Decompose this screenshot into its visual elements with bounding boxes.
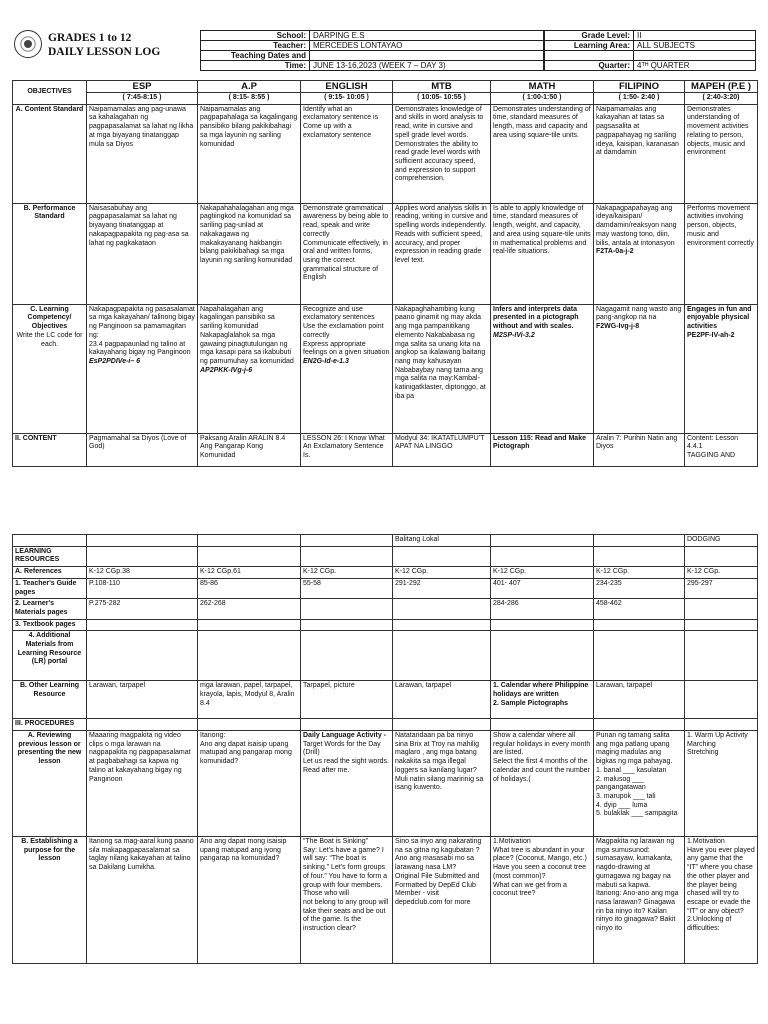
reviewing-cell: Natatandaan pa ba ninyo sina Brix at Troy na mahilig maglaro , ang mga batang nakakita sa mga illegal loggers sa kanilang lugar? Muli natin silang maririnig sa isang kuwento. xyxy=(393,731,491,837)
empty-cell xyxy=(198,631,301,681)
content-cell: LESSON 26: I Know What An Exclamatory Sentence Is. xyxy=(301,433,393,466)
empty-cell xyxy=(491,719,594,731)
content-label: II. CONTENT xyxy=(13,433,87,466)
purpose-label: B. Establishing a purpose for the lesson xyxy=(13,837,87,964)
competency-cell xyxy=(301,304,393,433)
objectives-table xyxy=(12,80,758,467)
performance-standard-text: Nakapagpapahayag ang ideya/kaisipan/ damdamin/reaksyon nang may wastong tono, diin, bilis, antala at intonasyon xyxy=(596,204,677,247)
tg-cell: 401- 407 xyxy=(491,578,594,598)
grade-level-label: Grade Level: xyxy=(545,31,634,41)
reviewing-cell: 1. Warm Up Activity Marching Stretching xyxy=(685,731,758,837)
content-cell: Lesson 115: Read and Make Pictograph xyxy=(491,433,594,466)
time-ap: ( 8:15- 8:55 ) xyxy=(198,93,301,105)
performance-standard-cell: Applies word analysis skills in reading, writing in cursive and spelling words independently. Reads with sufficient speed, accuracy, and proper expression in reading grade level text. xyxy=(393,203,491,304)
competency-sublabel: Write the LC code for each. xyxy=(16,331,83,348)
empty-cell xyxy=(393,631,491,681)
subject-esp: ESP xyxy=(87,81,198,93)
time-english: ( 9:15- 10:05 ) xyxy=(301,93,393,105)
lc-code: EsP2PDIVe-i– 6 xyxy=(89,357,141,365)
competency-cell xyxy=(685,304,758,433)
deped-seal-icon xyxy=(14,30,42,58)
school-value: DARPING E.S xyxy=(310,31,544,41)
empty-cell xyxy=(393,619,491,631)
empty-cell xyxy=(87,546,198,566)
school-label: School: xyxy=(201,31,310,41)
content-cell: Pagmamahal sa Diyos (Love of God) xyxy=(87,433,198,466)
purpose-cell: 1.Motivation Have you ever played any game that the “IT” where you chase the other player and the player being chased will try to escape or evade the “IT” or any object? 2.Unlocking of difficulties: xyxy=(685,837,758,964)
purpose-cell: Itanong sa mag-aaral kung paano sila makapagpapasalamat sa taglay nilang kakayahan at talino sa Dakilang Lumikha. xyxy=(87,837,198,964)
teacher-label: Teacher: xyxy=(201,41,310,51)
performance-standard-cell: Nakapahahalagahan ang mga pagtiingkod na komunidad sa sariling pag-unlad at nakakagawa ng makakayanang hakbangin bilang pakikibahagi sa mga layunin ng sariling komunidad xyxy=(198,203,301,304)
daily-language-activity-label: Daily Language Activity - xyxy=(303,732,386,740)
continued-label-cell xyxy=(13,535,87,547)
content-continued-cell: DODGING xyxy=(685,535,758,547)
purpose-cell: Magpakita ng larawan ng mga sumusunod: sumasayaw, kumakanta, nagdo-drawing at gumagawa ng bagay na mabuti sa kapwa. Itanong: Ano-ano ang mga nasa larawan? Ginagawa rin ba ninyo ito? Kailan ninyo ito ginagawa? Bakit ninyo ito xyxy=(594,837,685,964)
tg-cell: 234-235 xyxy=(594,578,685,598)
competency-cell xyxy=(491,304,594,433)
empty-cell xyxy=(87,719,198,731)
empty-cell xyxy=(594,719,685,731)
empty-cell xyxy=(393,546,491,566)
empty-cell xyxy=(198,719,301,731)
reviewing-cell: Maaaring magpakita ng video clips o mga larawan na nagpapakita ng pagpapasalamat at pagbabahagi sa kapwa ng talino at kakayahang bigay ng Panginoon xyxy=(87,731,198,837)
competency-cell xyxy=(198,304,301,433)
content-continued-cell xyxy=(198,535,301,547)
content-standard-cell: Identify what an exclamatory sentence is Come up with a exclamatory sentence xyxy=(301,104,393,203)
content-continued-cell xyxy=(301,535,393,547)
blank-value xyxy=(634,51,756,61)
empty-cell xyxy=(301,619,393,631)
tg-cell: 295-297 xyxy=(685,578,758,598)
competency-text: Nakapaghahambing kung paano ginamit ng may akda ang mga pampanitikang elemento Nakababasa ng mga salita sa unang kita na angkop sa ikalawang baitang nang may kahusayan Nababaybay nang tama ang mga salita na may:Kambal-katinigatklaster, diptonggo, at iba pa xyxy=(395,305,486,400)
reviewing-cell: Punan ng tamang salita ang mga patlang upang maging madulas ang bigkas ng mga pahayag. 1. banal ___ kasulatan 2. malusog ___ pangangatawan 3. marupok ___ tali 4. dyip ___ luma 5. bulaklak ___ sampagita xyxy=(594,731,685,837)
empty-cell xyxy=(685,631,758,681)
lm-cell: 284-286 xyxy=(491,599,594,619)
subject-ap: A.P xyxy=(198,81,301,93)
purpose-cell: “The Boat is Sinking” Say: Let’s have a game? I will say: “The boat is sinking.” Let’s form groups of four.” You have to form a group with four members. Those who will not belong to any group will take their seats and be out of the game. Is the instruction clear? xyxy=(301,837,393,964)
empty-cell xyxy=(685,546,758,566)
other-resource-cell: mga larawan, papel, tarpapel, krayola, lapis, Modyul 8, Aralin 8.4 xyxy=(198,681,301,719)
other-resource-cell: 1. Calendar where Philippine holidays are written 2. Sample Pictographs xyxy=(491,681,594,719)
content-standard-cell: Naipamamalas ang pag-unawa sa kahalagahan ng pagpapasalamat sa lahat ng likha at mga biyayang tinatanggap mula sa Diyos xyxy=(87,104,198,203)
content-standard-cell: Demonstrates understanding of time, standard measures of length, mass and capacity and area using square-tile units. xyxy=(491,104,594,203)
learning-area-label: Learning Area: xyxy=(545,41,634,51)
reference-cell: K-12 CGp. xyxy=(685,567,758,579)
procedures-label: III. PROCEDURES xyxy=(13,719,87,731)
purpose-cell: Ano ang dapat mong isaisip upang matupad ang iyong pangarap na komunidad? xyxy=(198,837,301,964)
content-cell: Modyul 34: IKATATLUMPU’T APAT NA LINGGO xyxy=(393,433,491,466)
objectives-label: OBJECTIVES xyxy=(13,81,87,105)
content-continued-cell xyxy=(594,535,685,547)
content-cell: Content: Lesson 4.4.1 TAGGING AND xyxy=(685,433,758,466)
performance-standard-label: B. Performance Standard xyxy=(13,203,87,304)
lm-cell xyxy=(301,599,393,619)
blank-label xyxy=(545,51,634,61)
school-info-table xyxy=(200,30,544,71)
references-label: A. References xyxy=(13,567,87,579)
empty-cell xyxy=(393,719,491,731)
performance-standard-cell: Naisasabuhay ang pagpapasalamat sa lahat ng biyayang tinatanggap at nakapagpapakita ng pag-asa sa lahat ng pagkakataon xyxy=(87,203,198,304)
reference-cell: K-12 CGp.38 xyxy=(87,567,198,579)
competency-text: Nakapagpapakita ng pasasalamat sa mga kakayahan/ talinong bigay ng Panginoon sa pamamagitan ng: 23.4 pagpapaunlad ng talino at kakayahang bigay ng Panginoon xyxy=(89,305,195,357)
performance-standard-cell: Is able to apply knowledge of time, standard measures of length, weight, and capacity, and area using square-tile units in mathematical problems and real-life situations. xyxy=(491,203,594,304)
other-resource-cell xyxy=(685,681,758,719)
quarter-value: 4ᵀᴴ QUARTER xyxy=(634,61,756,71)
content-standard-cell: Demonstrates understanding of movement activities relating to person, objects, music and environment xyxy=(685,104,758,203)
content-continued-cell xyxy=(491,535,594,547)
empty-cell xyxy=(87,619,198,631)
competency-text: Nagagamit nang wasto ang pang-angkop na na xyxy=(596,305,682,322)
time-esp: ( 7:45-8:15 ) xyxy=(87,93,198,105)
competency-cell xyxy=(393,304,491,433)
content-standard-cell: Naipamamalas ang kakayahan at tatas sa pagsasalita at pagpapahayag ng sariling ideya, kaisipan, karanasan at damdamin xyxy=(594,104,685,203)
reviewing-cell xyxy=(301,731,393,837)
lc-code: F2WG-Ivg-j-8 xyxy=(596,323,640,331)
empty-cell xyxy=(685,619,758,631)
lm-cell xyxy=(393,599,491,619)
empty-cell xyxy=(594,631,685,681)
reference-cell: K-12 CGp. xyxy=(491,567,594,579)
learning-resources-label: LEARNING RESOURCES xyxy=(13,546,87,566)
reference-cell: K-12 CGp.61 xyxy=(198,567,301,579)
time-mapeh: ( 2:40-3:20) xyxy=(685,93,758,105)
empty-cell xyxy=(491,546,594,566)
empty-cell xyxy=(594,546,685,566)
competency-text: Engages in fun and enjoyable physical activities xyxy=(687,305,752,331)
competency-text: Recognize and use exclamatory sentences Use the exclamation point correctly Express appropriate feelings on a given situation xyxy=(303,305,390,357)
competency-label: C. Learning Competency/ Objectives xyxy=(27,305,72,331)
time-math: ( 1:00-1:50 ) xyxy=(491,93,594,105)
grade-info-table xyxy=(544,30,756,71)
other-resource-cell: Larawan, tarpapel xyxy=(87,681,198,719)
textbook-label: 3. Textbook pages xyxy=(13,619,87,631)
empty-cell xyxy=(594,619,685,631)
reviewing-text: Target Words for the Day (Drill) Let us read the sight words. Read after me. xyxy=(303,740,389,774)
content-continued-cell: Balitang Lokal xyxy=(393,535,491,547)
quarter-label: Quarter: xyxy=(545,61,634,71)
time-label: Time: xyxy=(201,61,310,71)
reference-cell: K-12 CGp. xyxy=(594,567,685,579)
empty-cell xyxy=(685,719,758,731)
lc-code: F2TA-0a-j-2 xyxy=(596,248,634,256)
empty-cell xyxy=(491,619,594,631)
other-resource-label: B. Other Learning Resource xyxy=(13,681,87,719)
competency-cell xyxy=(594,304,685,433)
performance-standard-cell: Demonstrate grammatical awareness by being able to read, speak and write correctly Communicate effectively, in oral and written forms, using the correct grammatical structure of English xyxy=(301,203,393,304)
lm-cell xyxy=(685,599,758,619)
reference-cell: K-12 CGp. xyxy=(301,567,393,579)
grade-level-value: II xyxy=(634,31,756,41)
time-mtb: ( 10:05- 10:55 ) xyxy=(393,93,491,105)
lm-cell: 262-268 xyxy=(198,599,301,619)
content-standard-label: A. Content Standard xyxy=(13,104,87,203)
other-resource-cell: Tarpapel, picture xyxy=(301,681,393,719)
subject-math: MATH xyxy=(491,81,594,93)
time-filipino: ( 1:50- 2:40 ) xyxy=(594,93,685,105)
reference-cell: K-12 CGp. xyxy=(393,567,491,579)
empty-cell xyxy=(301,631,393,681)
lc-code: EN2G-Id-e-1.3 xyxy=(303,357,349,365)
tg-cell: 85-86 xyxy=(198,578,301,598)
reviewing-cell: Itanong: Ano ang dapat isaisip upang matupad ang pangarap mong komunidad? xyxy=(198,731,301,837)
teachers-guide-label: 1. Teacher's Guide pages xyxy=(13,578,87,598)
empty-cell xyxy=(87,631,198,681)
performance-standard-cell: Performs movement activities involving person, objects, music and environment correctly xyxy=(685,203,758,304)
content-cell: Aralin 7: Purihin Natin ang Diyos xyxy=(594,433,685,466)
resources-procedures-table xyxy=(12,534,758,964)
empty-cell xyxy=(198,546,301,566)
lc-code: PE2PF-IV-ah-2 xyxy=(687,331,735,339)
reviewing-cell: Show a calendar where all regular holidays in every month are listed. Select the first 4 months of the calendar and count the number of holidays.( xyxy=(491,731,594,837)
competency-label-cell xyxy=(13,304,87,433)
performance-standard-cell xyxy=(594,203,685,304)
title-line-2: DAILY LESSON LOG xyxy=(48,46,161,58)
other-resource-cell: Larawan, tarpapel xyxy=(594,681,685,719)
document-title xyxy=(48,31,160,59)
tg-cell: P.108-110 xyxy=(87,578,198,598)
reviewing-label: A. Reviewing previous lesson or presenting the new lesson xyxy=(13,731,87,837)
tg-cell: 55-58 xyxy=(301,578,393,598)
other-resource-cell: Larawan, tarpapel xyxy=(393,681,491,719)
content-standard-cell: Naipamamalas ang pagpapahalaga sa kagalingang pansibiko bilang pakikibahagi sa mga layunin ng sariling komunidad xyxy=(198,104,301,203)
tg-cell: 291-292 xyxy=(393,578,491,598)
subject-english: ENGLISH xyxy=(301,81,393,93)
purpose-cell: Sino sa inyo ang nakarating na sa gitna ng kagubatan ? Ano ang masasabi mo sa larawang nasa LM? Original File Submitted and Formatted by DepEd Club Member - visit depedclub.com for more xyxy=(393,837,491,964)
teaching-dates-value: JUNE 13-16,2023 (WEEK 7 – DAY 3) xyxy=(310,61,544,71)
title-line-1: GRADES 1 to 12 xyxy=(48,32,132,44)
empty-cell xyxy=(491,631,594,681)
empty-cell xyxy=(301,719,393,731)
empty-cell xyxy=(301,546,393,566)
lm-cell: P.275-282 xyxy=(87,599,198,619)
lm-cell: 458-462 xyxy=(594,599,685,619)
lc-code: M2SP-IVi-3.2 xyxy=(493,331,535,339)
competency-text: Infers and interprets data presented in a pictograph without and with scales. xyxy=(493,305,579,331)
purpose-cell: 1.Motivation What tree is abundant in your place? (Coconut, Mango, etc.) Have you seen a coconut tree (most common)? What can we get from a coconut tree? xyxy=(491,837,594,964)
teaching-dates-empty xyxy=(310,51,544,61)
subject-filipino: FILIPINO xyxy=(594,81,685,93)
competency-cell xyxy=(87,304,198,433)
learners-materials-label: 2. Learner's Materials pages xyxy=(13,599,87,619)
subject-mtb: MTB xyxy=(393,81,491,93)
content-cell: Paksang Aralin ARALIN 8.4 Ang Pangarap Kong Komunidad xyxy=(198,433,301,466)
content-continued-cell xyxy=(87,535,198,547)
competency-text: Napahalagahan ang kagalingan pansibiko sa sariling komunidad Nakapaglalahok sa mga gawaing pinagtutulungan ng mga kasapi para sa ikabubuti ng pamumuhay sa komunidad xyxy=(200,305,294,365)
content-standard-cell: Demonstrates knowledge of and skills in word analysis to read, write in cursive and spell grade level words. Demonstrates the ability to read grade level words with sufficient accuracy speed, and expression to support comprehension. xyxy=(393,104,491,203)
lc-code: AP2PKK-IVg-j-6 xyxy=(200,366,253,374)
additional-materials-label: 4. Additional Materials from Learning Resource (LR) portal xyxy=(13,631,87,681)
empty-cell xyxy=(198,619,301,631)
learning-area-value: ALL SUBJECTS xyxy=(634,41,756,51)
teaching-dates-label: Teaching Dates and xyxy=(201,51,310,61)
subject-mapeh: MAPEH (P.E ) xyxy=(685,81,758,93)
teacher-value: MERCEDES LONTAYAO xyxy=(310,41,544,51)
